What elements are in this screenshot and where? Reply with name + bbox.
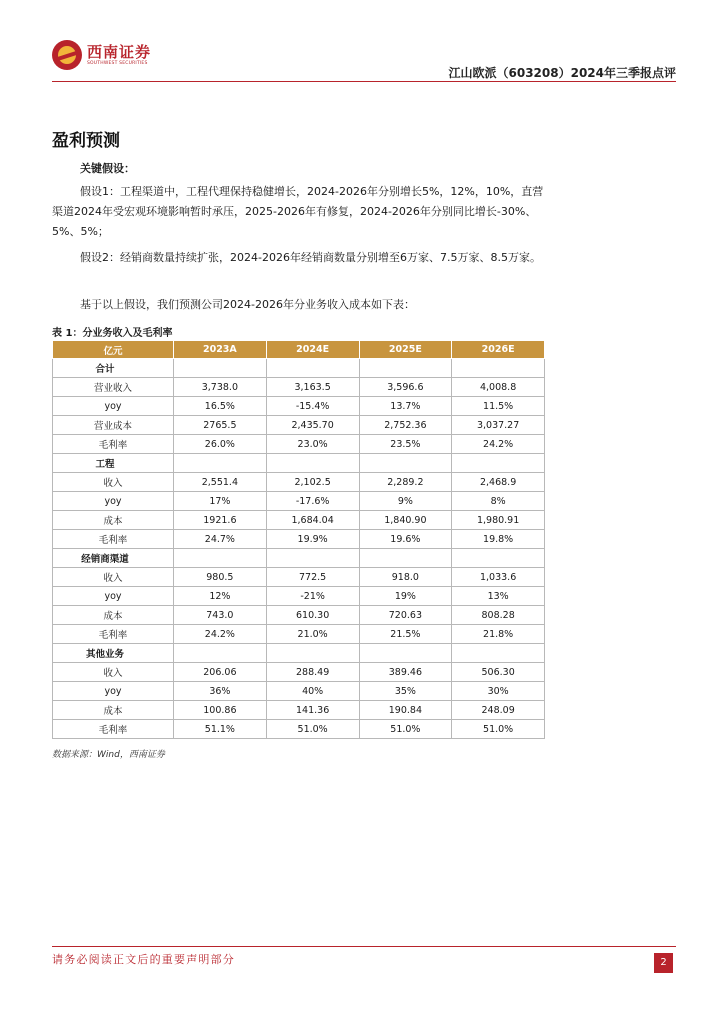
table-row	[53, 530, 545, 549]
section-empty-cell	[359, 454, 452, 473]
assumption-2-paragraph: 假设2：经销商数量持续扩张，2024-2026年经销商数量分别增至6万家、7.5万家、8.5万家。	[80, 251, 541, 264]
value-cell: 11.5%	[452, 397, 545, 416]
header-2025e: 2025E	[359, 341, 452, 359]
table-row	[53, 416, 545, 435]
section-label: 其他业务	[53, 644, 174, 663]
table-row	[53, 435, 545, 454]
table-row	[53, 625, 545, 644]
table-row	[53, 378, 545, 397]
value-cell: 13.7%	[359, 397, 452, 416]
value-cell: 190.84	[359, 701, 452, 720]
value-cell: 918.0	[359, 568, 452, 587]
section-empty-cell	[452, 454, 545, 473]
row-label: 成本	[53, 606, 174, 625]
value-cell: 980.5	[174, 568, 267, 587]
section-label: 合计	[53, 359, 174, 378]
report-title: 江山欧派（603208）2024年三季报点评	[448, 66, 676, 80]
value-cell: 2,752.36	[359, 416, 452, 435]
value-cell: 19.6%	[359, 530, 452, 549]
intro-paragraph: 基于以上假设，我们预测公司2024-2026年分业务收入成本如下表：	[80, 298, 415, 311]
table-row	[53, 682, 545, 701]
section-empty-cell	[174, 359, 267, 378]
section-empty-cell	[174, 454, 267, 473]
value-cell: 26.0%	[174, 435, 267, 454]
row-label: yoy	[53, 492, 174, 511]
row-label: 成本	[53, 511, 174, 530]
value-cell: 743.0	[174, 606, 267, 625]
table-section-row	[53, 454, 545, 473]
value-cell: 19.9%	[266, 530, 359, 549]
section-label: 工程	[53, 454, 174, 473]
value-cell: 23.0%	[266, 435, 359, 454]
value-cell: 808.28	[452, 606, 545, 625]
value-cell: 23.5%	[359, 435, 452, 454]
table-row	[53, 397, 545, 416]
value-cell: 30%	[452, 682, 545, 701]
value-cell: 51.1%	[174, 720, 267, 739]
logo-cn: 西南证券	[87, 42, 152, 61]
row-label: 收入	[53, 663, 174, 682]
value-cell: 610.30	[266, 606, 359, 625]
value-cell: 19.8%	[452, 530, 545, 549]
value-cell: 21.5%	[359, 625, 452, 644]
header-2023a: 2023A	[174, 341, 267, 359]
value-cell: 51.0%	[359, 720, 452, 739]
value-cell: 100.86	[174, 701, 267, 720]
value-cell: 9%	[359, 492, 452, 511]
row-label: 成本	[53, 701, 174, 720]
value-cell: 13%	[452, 587, 545, 606]
value-cell: 1,980.91	[452, 511, 545, 530]
value-cell: 21.8%	[452, 625, 545, 644]
row-label: 毛利率	[53, 625, 174, 644]
table-row	[53, 587, 545, 606]
section-title: 盈利预测	[52, 131, 120, 151]
table-section-row	[53, 549, 545, 568]
value-cell: 772.5	[266, 568, 359, 587]
value-cell: 40%	[266, 682, 359, 701]
value-cell: 141.36	[266, 701, 359, 720]
value-cell: 288.49	[266, 663, 359, 682]
header-divider	[52, 81, 676, 82]
section-empty-cell	[266, 549, 359, 568]
row-label: yoy	[53, 587, 174, 606]
row-label: 毛利率	[53, 435, 174, 454]
value-cell: 24.2%	[452, 435, 545, 454]
value-cell: 506.30	[452, 663, 545, 682]
section-empty-cell	[266, 359, 359, 378]
value-cell: 248.09	[452, 701, 545, 720]
section-empty-cell	[266, 644, 359, 663]
footer-disclaimer: 请务必阅读正文后的重要声明部分	[52, 953, 235, 966]
header-2026e: 2026E	[452, 341, 545, 359]
table-row	[53, 606, 545, 625]
table-body	[53, 359, 545, 739]
section-empty-cell	[266, 454, 359, 473]
value-cell: 2,468.9	[452, 473, 545, 492]
value-cell: 1,840.90	[359, 511, 452, 530]
value-cell: 17%	[174, 492, 267, 511]
logo-text	[87, 44, 151, 67]
table-row	[53, 701, 545, 720]
value-cell: 19%	[359, 587, 452, 606]
logo-emblem-icon	[52, 40, 82, 70]
value-cell: 35%	[359, 682, 452, 701]
row-label: 收入	[53, 568, 174, 587]
value-cell: -15.4%	[266, 397, 359, 416]
section-empty-cell	[452, 644, 545, 663]
value-cell: 2,289.2	[359, 473, 452, 492]
value-cell: 389.46	[359, 663, 452, 682]
value-cell: 4,008.8	[452, 378, 545, 397]
row-label: 营业成本	[53, 416, 174, 435]
value-cell: 2,551.4	[174, 473, 267, 492]
table-row	[53, 720, 545, 739]
value-cell: 36%	[174, 682, 267, 701]
logo-en: SOUTHWEST SECURITIES	[87, 60, 148, 66]
company-logo	[52, 40, 151, 70]
value-cell: 51.0%	[266, 720, 359, 739]
revenue-cost-table	[52, 340, 545, 739]
value-cell: 24.2%	[174, 625, 267, 644]
value-cell: 3,037.27	[452, 416, 545, 435]
table-row	[53, 511, 545, 530]
value-cell: -21%	[266, 587, 359, 606]
row-label: yoy	[53, 397, 174, 416]
page-header	[52, 40, 676, 82]
value-cell: 21.0%	[266, 625, 359, 644]
value-cell: 16.5%	[174, 397, 267, 416]
section-empty-cell	[452, 359, 545, 378]
value-cell: 3,738.0	[174, 378, 267, 397]
section-empty-cell	[359, 644, 452, 663]
table-caption: 表 1：分业务收入及毛利率	[52, 328, 173, 339]
value-cell: 3,596.6	[359, 378, 452, 397]
value-cell: 24.7%	[174, 530, 267, 549]
value-cell: 8%	[452, 492, 545, 511]
section-empty-cell	[452, 549, 545, 568]
footer-divider	[52, 946, 676, 947]
key-assumptions-label: 关键假设：	[80, 162, 135, 175]
table-row	[53, 492, 545, 511]
value-cell: 2765.5	[174, 416, 267, 435]
value-cell: 2,435.70	[266, 416, 359, 435]
value-cell: 3,163.5	[266, 378, 359, 397]
table-row	[53, 568, 545, 587]
table-row	[53, 663, 545, 682]
header-2024e: 2024E	[266, 341, 359, 359]
assumption-1-paragraph: 假设1：工程渠道中，工程代理保持稳健增长，2024-2026年分别增长5%，12%，10%，直营渠道2024年受宏观环境影响暂时承压，2025-2026年有修复，2024-2026年分别同比增长-30%、5%、5%；	[52, 185, 544, 238]
table-header-row	[53, 341, 545, 359]
row-label: 营业收入	[53, 378, 174, 397]
table-row	[53, 473, 545, 492]
header-unit: 亿元	[53, 341, 174, 359]
value-cell: -17.6%	[266, 492, 359, 511]
section-empty-cell	[174, 549, 267, 568]
value-cell: 720.63	[359, 606, 452, 625]
value-cell: 12%	[174, 587, 267, 606]
value-cell: 1,684.04	[266, 511, 359, 530]
row-label: yoy	[53, 682, 174, 701]
value-cell: 2,102.5	[266, 473, 359, 492]
data-source-note: 数据来源：Wind，西南证券	[52, 750, 165, 760]
page-number: 2	[654, 953, 673, 973]
row-label: 收入	[53, 473, 174, 492]
table-section-row	[53, 359, 545, 378]
table-section-row	[53, 644, 545, 663]
section-empty-cell	[174, 644, 267, 663]
value-cell: 206.06	[174, 663, 267, 682]
section-label: 经销商渠道	[53, 549, 174, 568]
section-empty-cell	[359, 549, 452, 568]
section-empty-cell	[359, 359, 452, 378]
row-label: 毛利率	[53, 720, 174, 739]
value-cell: 1,033.6	[452, 568, 545, 587]
row-label: 毛利率	[53, 530, 174, 549]
value-cell: 1921.6	[174, 511, 267, 530]
value-cell: 51.0%	[452, 720, 545, 739]
